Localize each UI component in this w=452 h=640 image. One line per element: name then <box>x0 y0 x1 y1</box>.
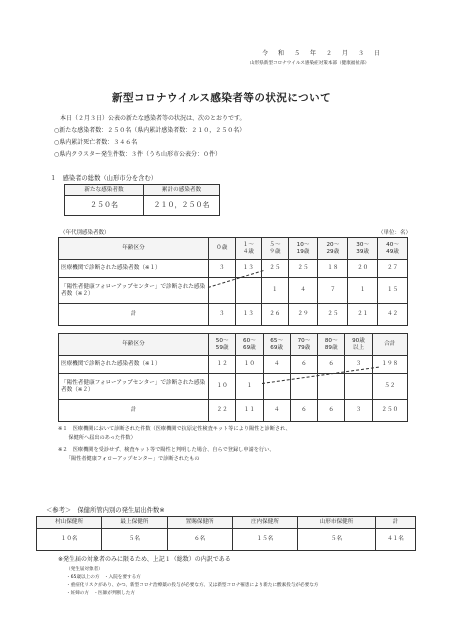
department-name: 山形県新型コロナウイルス感染症対策本部（健康福祉部） <box>250 61 370 66</box>
cell: ２６ <box>262 304 289 326</box>
age-header: 60～ 69歳 <box>236 334 263 356</box>
age-header: 65～ 69歳 <box>263 334 290 356</box>
intro-bullet-new-cases: ○新たな感染者数：２５０名（県内累計感染者数：２１０，２５０名） <box>54 127 246 134</box>
hc-header: 山形市保健所 <box>298 517 376 529</box>
age-table-caption: （年代別感染者数） <box>60 230 110 236</box>
cell: １３ <box>235 304 262 326</box>
cell: ２５０ <box>372 400 407 422</box>
cell: ３ <box>209 304 236 326</box>
cumulative-cases-header: 累計の感染者数 <box>144 185 220 196</box>
age-header: 50～ 59歳 <box>209 334 236 356</box>
cell: ４ <box>288 278 318 304</box>
note-2: ※２ 医療機関を受診せず、検査キット等で陽性と判明した場合、自らで登録し申請を行い、 <box>58 447 275 453</box>
hc-value: ４１名 <box>375 529 415 551</box>
age-header: 40～ 49歳 <box>378 238 408 260</box>
page-title: 新型コロナウイルス感染者等の状況について <box>112 92 332 104</box>
cell: １３ <box>235 260 262 278</box>
cell: ２５ <box>318 304 348 326</box>
age-header: 90歳 以上 <box>345 334 372 356</box>
row-label: 「陽性者健康フォローアップセンター」で診断された感染者数（※２） <box>59 374 209 400</box>
new-cases-header: 新たな感染者数 <box>65 185 144 196</box>
hc-header: 最上保健所 <box>102 517 167 529</box>
cell: ２０ <box>348 260 378 278</box>
hc-value: １５名 <box>232 529 297 551</box>
cell: １５ <box>378 278 408 304</box>
age-header: 20～ 29歳 <box>318 238 348 260</box>
note-1: ※１ 医療機関において診断された件数（医療機関で抗原定性検査キット等により陽性と診断され、 <box>58 426 291 432</box>
cell: １２ <box>209 356 236 374</box>
hc-header: 計 <box>375 517 415 529</box>
cell: １ <box>262 278 289 304</box>
cell <box>345 374 372 400</box>
health-center-table <box>36 516 416 551</box>
cell: ２２ <box>209 400 236 422</box>
cell: ７ <box>318 278 348 304</box>
age-header: 70～ 79歳 <box>290 334 317 356</box>
cell <box>263 374 290 400</box>
cell: ２５ <box>288 260 318 278</box>
total-cases-table <box>64 184 220 216</box>
cumulative-cases-value: ２１０，２５０名 <box>144 196 220 216</box>
hc-value: ５名 <box>298 529 376 551</box>
cell: １０ <box>236 356 263 374</box>
cell <box>235 278 262 304</box>
row-label-total: 計 <box>59 400 209 422</box>
age-header: 30～ 39歳 <box>348 238 378 260</box>
cell: ３ <box>345 356 372 374</box>
cell: １ <box>348 278 378 304</box>
cell: １０ <box>209 374 236 400</box>
cell: １９８ <box>372 356 407 374</box>
footnote-line: ・重症化リスクがあり、かつ、新型コロナ治療薬の投与が必要な方、又は新型コロナ罹患により新たに酸素投与が必要な方 <box>66 583 319 588</box>
age-header-label: 年齢区分 <box>59 334 209 356</box>
report-date: 令 和 ５ 年 ２ 月 ３ 日 <box>262 50 383 57</box>
intro-lead: 本日（２月３日）公表の新たな感染者等の状況は、次のとおりです。 <box>60 115 246 122</box>
total-header: 合計 <box>372 334 407 356</box>
footnote-line: （発生届対象者） <box>66 567 103 572</box>
cell: ２７ <box>378 260 408 278</box>
age-table-part2 <box>58 333 408 422</box>
cell: ５２ <box>372 374 407 400</box>
age-table-unit: （単位：名） <box>378 230 412 236</box>
intro-bullet-clusters: ○県内クラスター発生件数：３件（うち山形市公表分：０件） <box>54 151 222 158</box>
row-label: 医療機関で診断された感染者数（※１） <box>59 356 209 374</box>
age-header-label: 年齢区分 <box>59 238 209 260</box>
hc-header: 庄内保健所 <box>232 517 297 529</box>
cell: ４２ <box>378 304 408 326</box>
row-label-total: 計 <box>59 304 209 326</box>
cell: １ <box>236 374 263 400</box>
hc-value: ６名 <box>167 529 232 551</box>
cell <box>209 278 236 304</box>
table-row <box>59 278 408 304</box>
new-cases-value: ２５０名 <box>65 196 144 216</box>
cell: ６ <box>290 400 317 422</box>
intro-bullet-deaths: ○県内累計死亡者数：３４６名 <box>54 139 138 146</box>
table-row <box>59 260 408 278</box>
section1-heading: １ 感染者の総数（山形市分を含む） <box>50 175 158 182</box>
age-header: １～ ４歳 <box>235 238 262 260</box>
cell: ４ <box>263 356 290 374</box>
cell: １８ <box>318 260 348 278</box>
table-row <box>59 304 408 326</box>
age-header: 10～ 19歳 <box>288 238 318 260</box>
footnote-line: ・65歳以上の方 ・入院を要する方 <box>66 575 141 580</box>
note-1-cont: 保健所へ届出のあった件数） <box>58 435 136 441</box>
age-header: 80～ 89歳 <box>318 334 345 356</box>
cell: ３ <box>345 400 372 422</box>
hc-header: 置賜保健所 <box>167 517 232 529</box>
cell: ６ <box>318 356 345 374</box>
footnote-line: ・妊婦の方 ・医師が判断した方 <box>66 591 135 596</box>
row-label: 「陽性者健康フォローアップセンター」で診断された感染者数（※２） <box>59 278 209 304</box>
row-label: 医療機関で診断された感染者数（※１） <box>59 260 209 278</box>
cell: ４ <box>263 400 290 422</box>
hc-header: 村山保健所 <box>37 517 102 529</box>
cell: ３ <box>209 260 236 278</box>
age-header: ５～ ９歳 <box>262 238 289 260</box>
reference-footnote: ※発生届の対象者のみに限るため、上記１（総数）の内訳である <box>58 556 231 563</box>
cell: ２１ <box>348 304 378 326</box>
hc-value: ５名 <box>102 529 167 551</box>
hc-value: １０名 <box>37 529 102 551</box>
reference-heading: ＜参考＞ 保健所管内別の発生届出件数※ <box>46 507 165 514</box>
age-table-part1 <box>58 237 408 326</box>
cell: ２９ <box>288 304 318 326</box>
table-row <box>59 374 408 400</box>
note-2-cont: 「陽性者健康フォローアップセンター」で診断されたもの <box>58 456 200 462</box>
cell: １１ <box>236 400 263 422</box>
cell: ６ <box>318 400 345 422</box>
age-header: ０歳 <box>209 238 236 260</box>
cell <box>318 374 345 400</box>
cell: ２５ <box>262 260 289 278</box>
cell: ６ <box>290 356 317 374</box>
table-row <box>59 400 408 422</box>
